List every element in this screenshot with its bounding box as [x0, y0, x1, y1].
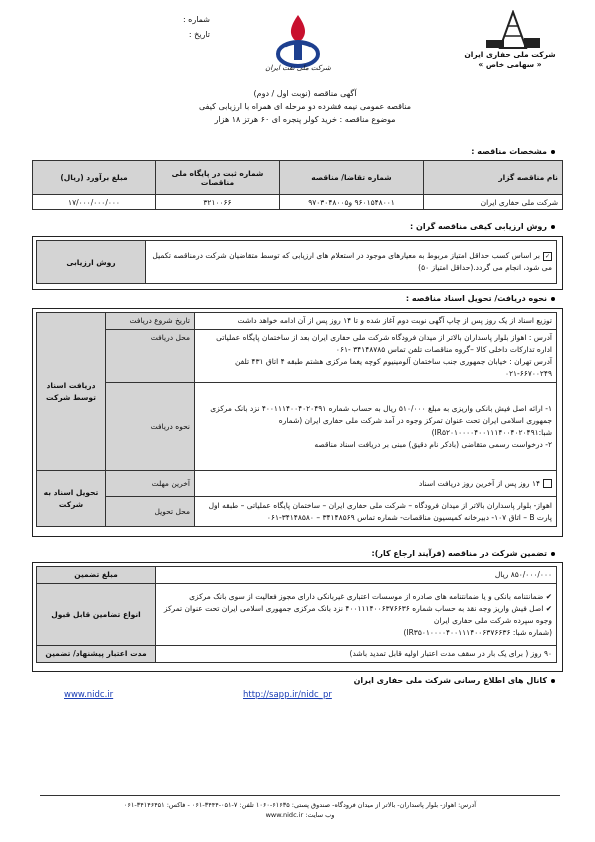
meta-block [120, 12, 210, 42]
spec-header-name: نام مناقصه گزار [424, 161, 563, 195]
guarantee-table [36, 566, 557, 663]
spec-value-request: ۹۶۰۱۵۴۸۰۰۱ و۹۷۰۳۰۴۸۰۰۵ [280, 195, 424, 210]
evaluation-text: بر اساس کسب حداقل امتیاز مربوط به معیارهای موجود در استعلام های ارزیابی که توسط متقاضیان شرکت درمناقصه تکمیل می شود، انجام می گردد.(حداقل امتیاز ۵۰) [152, 251, 552, 272]
title-line-1: آگهی مناقصه (نوبت اول / دوم) [253, 89, 357, 98]
evaluation-label: روش ارزیابی [37, 241, 146, 284]
validity-label: مدت اعتبار پیشنهاد/ تضمین [37, 646, 156, 663]
deliver-place-text: اهواز- بلوار پاسداران بالاتر از میدان فرودگاه – شرکت ملی حفاری ایران – ساختمان پایگاه عملیاتی – طبقه اول پارت B – اتاق ۱۰۷- دبیرخانه کمیسیون مناقصات- شماره تماس ۳۴۱۴۸۵۶۹ – ۳۴۱۴۸۵۸۰-۰۶۱ [195, 497, 557, 527]
footer-divider [40, 795, 560, 796]
specs-heading: مشخصات مناقصه : [471, 147, 555, 156]
bullet-icon [551, 297, 555, 301]
bullet-icon [551, 552, 555, 556]
check-icon: ✔ [543, 591, 552, 601]
types-cell [156, 584, 557, 646]
how-label: نحوه دریافت [106, 383, 195, 471]
derrick-icon [478, 10, 548, 50]
place-cell [195, 330, 557, 383]
types-label: انواع تضامین قابل قبول [37, 584, 156, 646]
evaluation-heading: روش ارزیابی کیفی مناقصه گران : [410, 222, 555, 231]
specs-table [32, 160, 563, 210]
place-label: محل دریافت [106, 330, 195, 383]
company-name: شرکت ملی حفاری ایران [464, 50, 556, 59]
place-text-tehran: آدرس تهران : خیابان جمهوری جنب ساختمان آلومینیوم کوچه یغما مرکزی هشتم طبقه ۴ اتاق ۴۳۱ تلفن ۶۶۷۰۰۲۴۹-۰۲۱ [234, 357, 552, 378]
deadline-label: آخرین مهلت [106, 471, 195, 497]
start-text: توزیع اسناد از یک روز پس از چاپ آگهی نوبت دوم آغاز شده و تا ۱۴ روز پس از آن ادامه خواهد داشت [195, 313, 557, 330]
title-line-2: مناقصه عمومی نیمه فشرده دو مرحله ای همراه با ارزیابی کیفی [198, 102, 412, 111]
checkbox-icon [543, 479, 552, 488]
how-text-2: ۲- درخواست رسمی متقاضی (بادکر نام دقیق) مبنی بر دریافت اسناد مناقصه [314, 439, 552, 449]
footer [40, 800, 560, 820]
company-block [460, 50, 560, 70]
docs-heading: نحوه دریافت/ تحویل اسناد مناقصه : [406, 294, 555, 303]
bullet-icon [551, 225, 555, 229]
type-3: (شماره شبا: IR۳۵۰۱۰۰۰۰۴۰۰۱۱۱۴۰۰۶۳۷۶۶۳۶) [403, 627, 552, 637]
checkbox-checked-icon: ✓ [544, 252, 551, 260]
sapp-link[interactable]: http://sapp.ir/nidc_pr [243, 690, 332, 700]
bullet-icon [551, 679, 555, 683]
place-text-ahvaz: آدرس : اهواز بلوار پاسداران بالاتر از میدان فرودگاه شرکت ملی حفاری ایران بعد از ساختمان پایگاه عملیاتی اداره تدارکات داخلی کالا –گروه مناقصات تلفن تماس ۳۴۱۴۸۷۸۵ -۰۶۱ [216, 333, 552, 354]
footer-website: وب سایت: www.nidc.ir [265, 811, 335, 819]
spec-value-estimate: ۱۷/۰۰۰/۰۰۰/۰۰۰ [33, 195, 156, 210]
spec-value-registry: ۳۲۱۰۰۶۶ [156, 195, 280, 210]
amount-label: مبلغ تضمین [37, 567, 156, 584]
deadline-cell [195, 471, 557, 497]
evaluation-text-cell [146, 241, 557, 284]
spec-value-name: شرکت ملی حفاری ایران [424, 195, 563, 210]
how-cell [195, 383, 557, 471]
guarantee-heading: تضمین شرکت در مناقصه (فرآیند ارجاع کار): [372, 549, 556, 558]
website-link[interactable]: www.nidc.ir [64, 690, 114, 700]
type-1: ✔ ضمانتنامه بانکی و یا ضمانتنامه های صادره از موسسات اعتباری غیربانکی دارای مجوز فعالیت از سوی بانک مرکزی [189, 591, 552, 601]
spec-header-registry: شماره ثبت در پایگاه ملی مناقصات [156, 161, 280, 195]
type-2: ✔ اصل فیش واریز وجه نقد به حساب شماره ۴۰۰۱۱۱۴۰۰۶۳۷۶۶۳۶ نزد بانک مرکزی جمهوری اسلامی ایران تحت عنوان تمرکز وجوه سپرده شرکت ملی حفاری ایران [163, 603, 552, 625]
deliver-label: تحویل اسناد به شرکت [37, 471, 106, 527]
nidc-logo [478, 10, 548, 50]
footer-address: آدرس: اهواز- بلوار پاسداران- بالاتر از میدان فرودگاه- صندوق پستی: ۶۱۶۳۵-۱۰۶۰ تلفن: ۷-۰۵۱-۳۴۴۴-۰۶۱ - فاکس: ۳۴۱۴۶۴۵۱-۰۶۱ [123, 801, 477, 809]
evaluation-table [36, 240, 557, 284]
start-label: تاریخ شروع دریافت [106, 313, 195, 330]
docs-table [36, 312, 557, 527]
receive-label: دریافت اسناد توسط شرکت [37, 313, 106, 471]
validity-value: ۹۰ روز ( برای یک بار در سقف مدت اعتبار اولیه قابل تمدید باشد) [156, 646, 557, 663]
company-type: « سهامی خاص » [478, 60, 542, 69]
date-label: تاریخ : [188, 30, 210, 39]
check-icon: ✔ [543, 603, 552, 613]
channels-heading: کانال های اطلاع رسانی شرکت ملی حفاری ایران [354, 676, 555, 685]
amount-value: ۸۵۰/۰۰۰/۰۰۰ ریال [156, 567, 557, 584]
deadline-text: ۱۴ روز پس از آخرین روز دریافت اسناد [418, 478, 540, 488]
title-line-3: موضوع مناقصه : خرید کولر پنجره ای ۶۰ هرتز ۱۸ هزار [214, 115, 396, 124]
notice-titles [160, 87, 450, 126]
how-text-1: ۱- ارائه اصل فیش بانکی واریزی به مبلغ ۵۱۰/۰۰۰ ریال به حساب شماره ۴۰۰۱۱۱۴۰۰۴۰۲۰۴۹۱ نزد بانک مرکزی جمهوری اسلامی ایران تحت عنوان تمرکز وجوه در آمد شرکت ملی حفاری ایران (شماره شبا:IR۵۲۰۱۰۰۰۰۴۰۰۱۱۱۴۰۰۴۰۲۰۴۹۱) [210, 403, 552, 437]
deliver-place-label: محل تحویل [106, 497, 195, 527]
bullet-icon [551, 150, 555, 154]
spec-header-estimate: مبلغ برآورد (ریال) [33, 161, 156, 195]
spec-header-request: شماره تقاضا/ مناقصه [280, 161, 424, 195]
logo-caption: شرکت ملی نفت ایران [265, 64, 331, 72]
number-label: شماره : [182, 15, 210, 24]
